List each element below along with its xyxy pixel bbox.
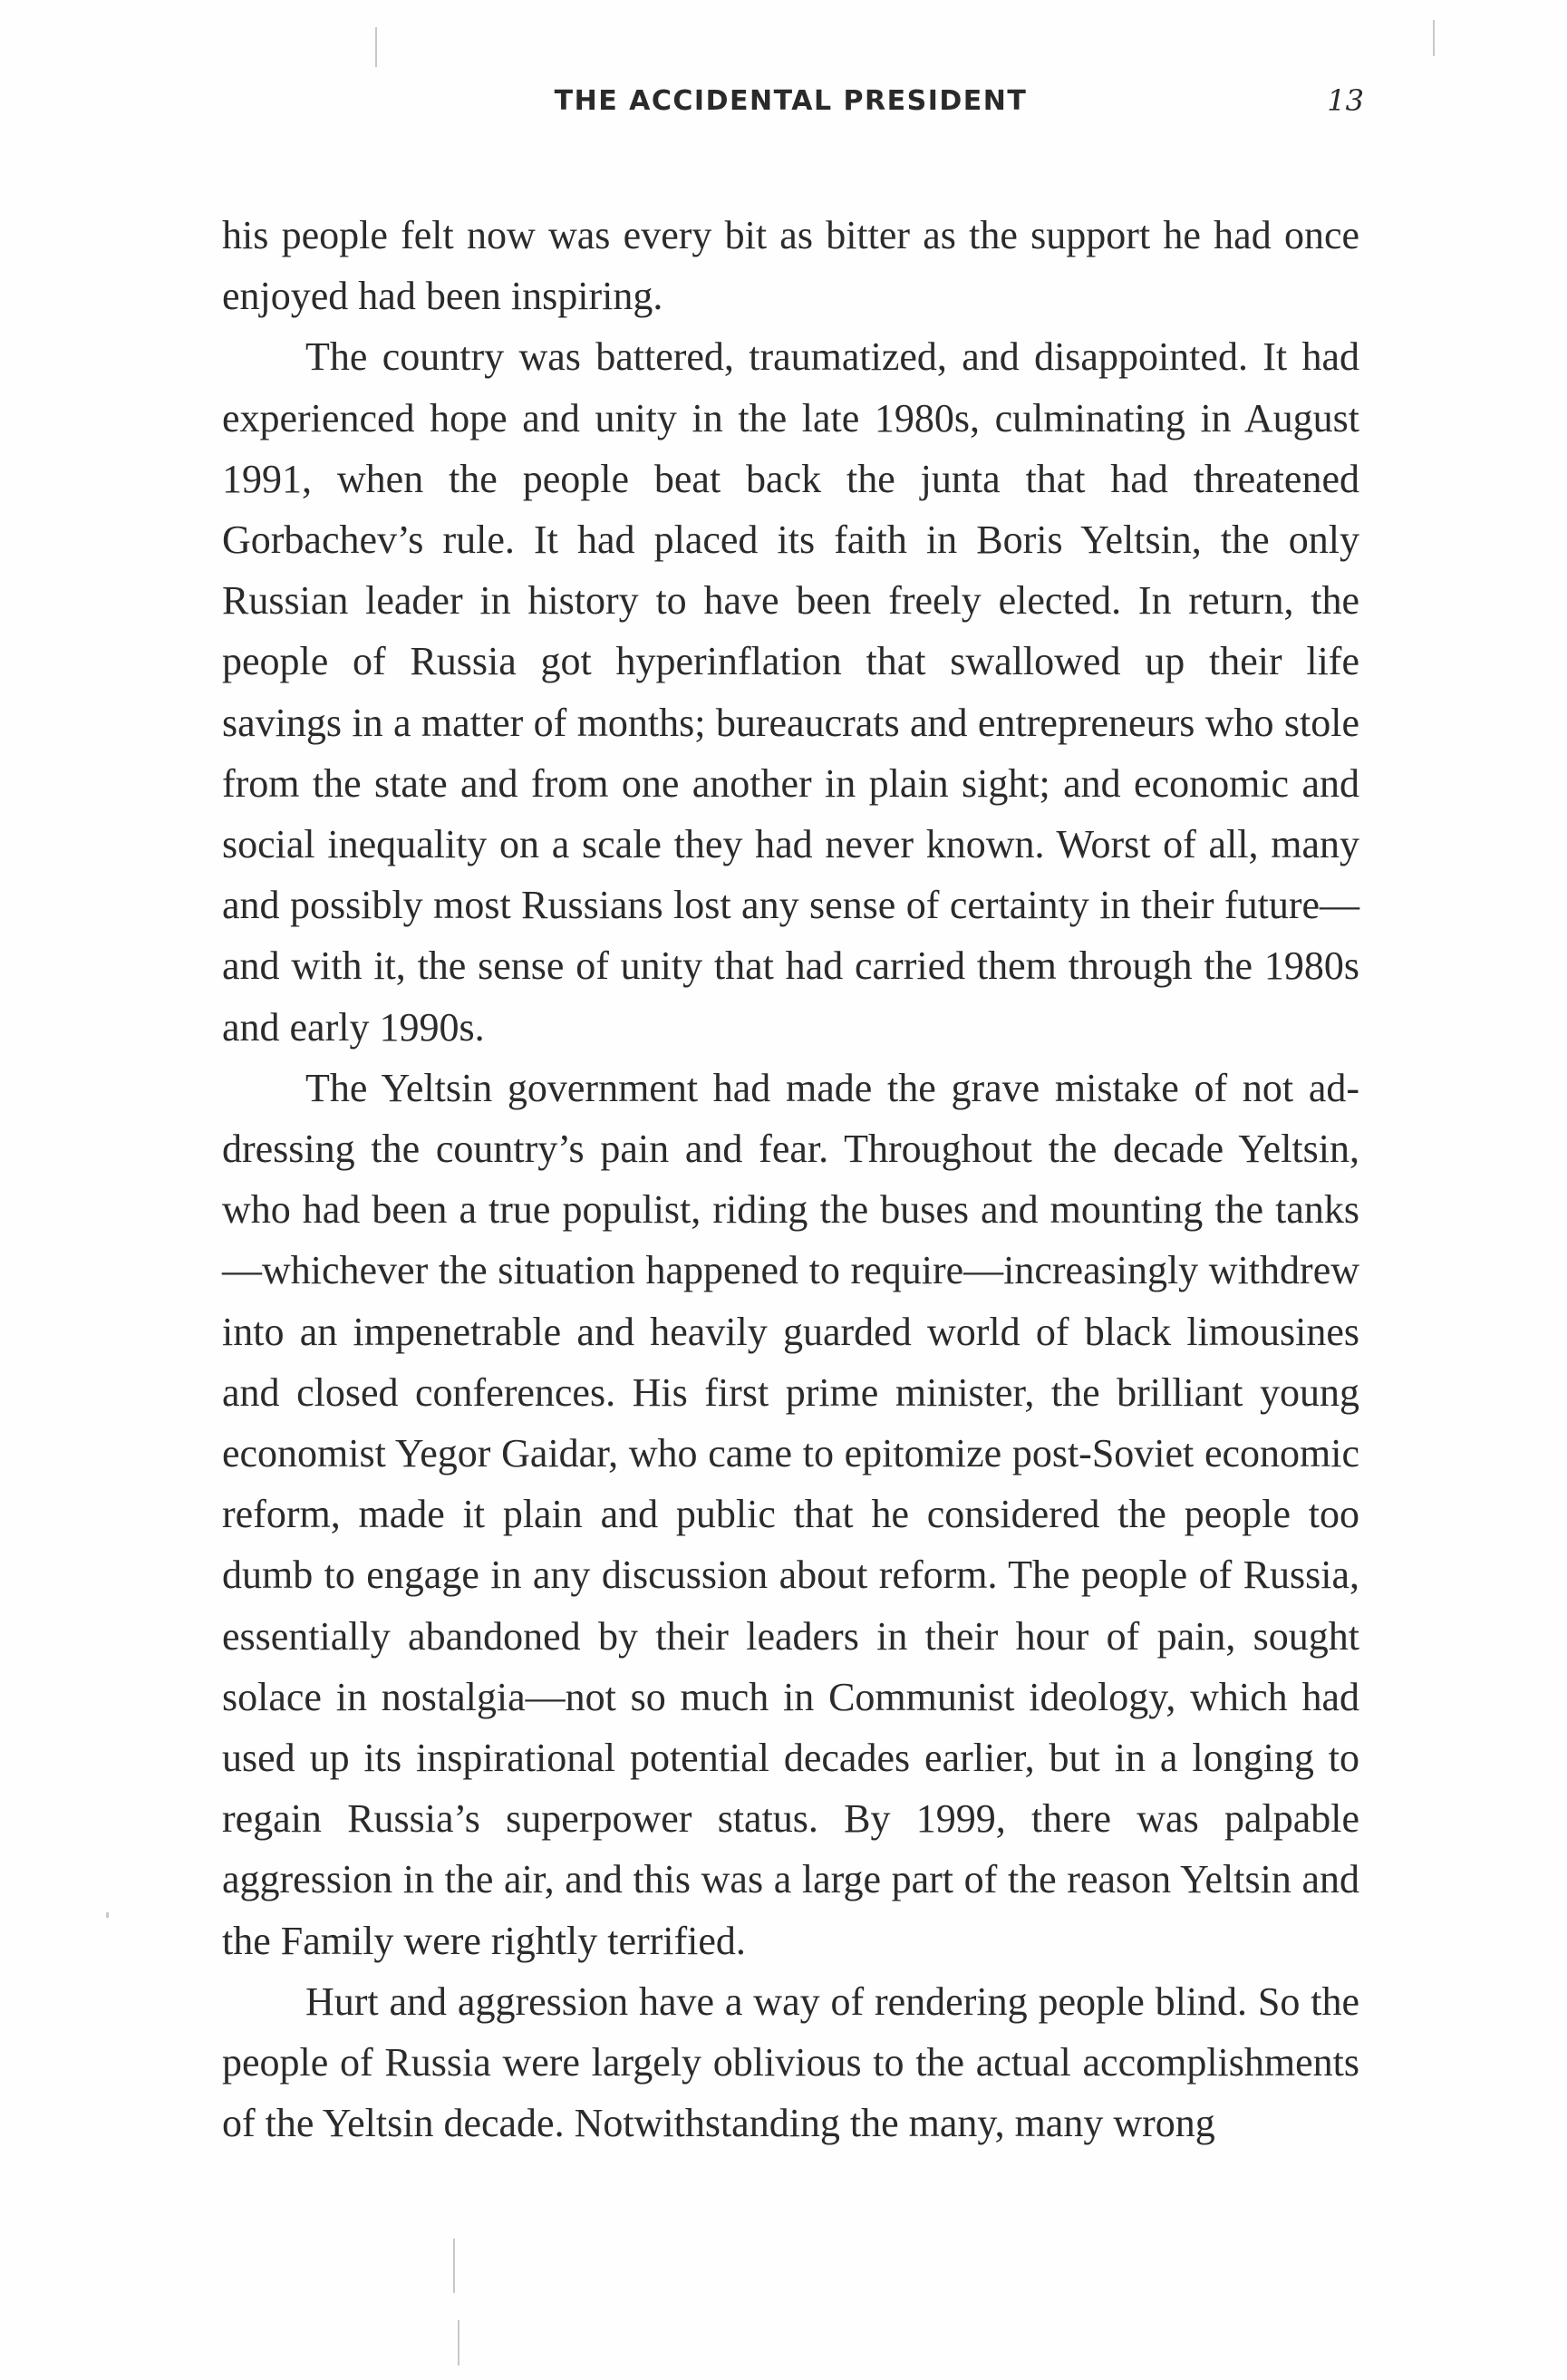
paragraph-1: his people felt now was every bit as bitter as the support he had once enjoyed had been inspiring. bbox=[222, 213, 1359, 319]
running-header bbox=[218, 83, 1364, 129]
running-header-title: THE ACCIDENTAL PRESIDENT bbox=[554, 85, 1028, 117]
paragraph-3: The Yeltsin government had made the grave mistake of not addressing the country’s pain and fear. Throughout the decade Yeltsin, who had been a true populist, riding the buses and mounting the tanks—whichever the situation happened to require—increasingly withdrew into an impenetrable and heavily guarded world of black limousines and closed conferences. His first prime minister, the brilliant young economist Yegor Gaidar, who came to epitomize post-Soviet economic reform, made it plain and public that he considered the people too dumb to engage in any discussion about reform. The people of Russia, essentially abandoned by their leaders in their hour of pain, sought solace in nostalgia—not so much in Communist ideology, which had used up its inspirational potential decades earlier, but in a longing to regain Russia’s superpower status. By 1999, there was palpable aggression in the air, and this was a large part of the reason Yeltsin and the Family were rightly terrified. bbox=[222, 1065, 1359, 1963]
scan-artifact bbox=[106, 1912, 109, 1918]
scan-artifact bbox=[458, 2320, 459, 2365]
scan-artifact bbox=[453, 2239, 455, 2293]
body-text bbox=[222, 205, 1359, 2154]
scan-artifact bbox=[375, 27, 377, 67]
paragraph-4: Hurt and aggression have a way of rendering people blind. So the people of Russia were largely oblivious to the actual accomplishments of the Yeltsin decade. Notwithstanding the many, many wrong bbox=[222, 1978, 1359, 2146]
page-number: 13 bbox=[1327, 83, 1364, 118]
scan-artifact bbox=[1433, 20, 1435, 56]
paragraph-2: The country was battered, traumatized, and disappointed. It had experienced hope and unity in the late 1980s, culminating in August 1991, when the people beat back the junta that had threatened Gorbachev’s rule. It had placed its faith in Boris Yeltsin, the only Russian leader in history to have been freely elected. In return, the people of Russia got hyperinflation that swallowed up their life savings in a matter of months; bureaucrats and entrepreneurs who stole from the state and from one another in plain sight; and economic and social inequality on a scale they had never known. Worst of all, many and possibly most Russians lost any sense of certainty in their future—and with it, the sense of unity that had carried them through the 1980s and early 1990s. bbox=[222, 334, 1359, 1050]
